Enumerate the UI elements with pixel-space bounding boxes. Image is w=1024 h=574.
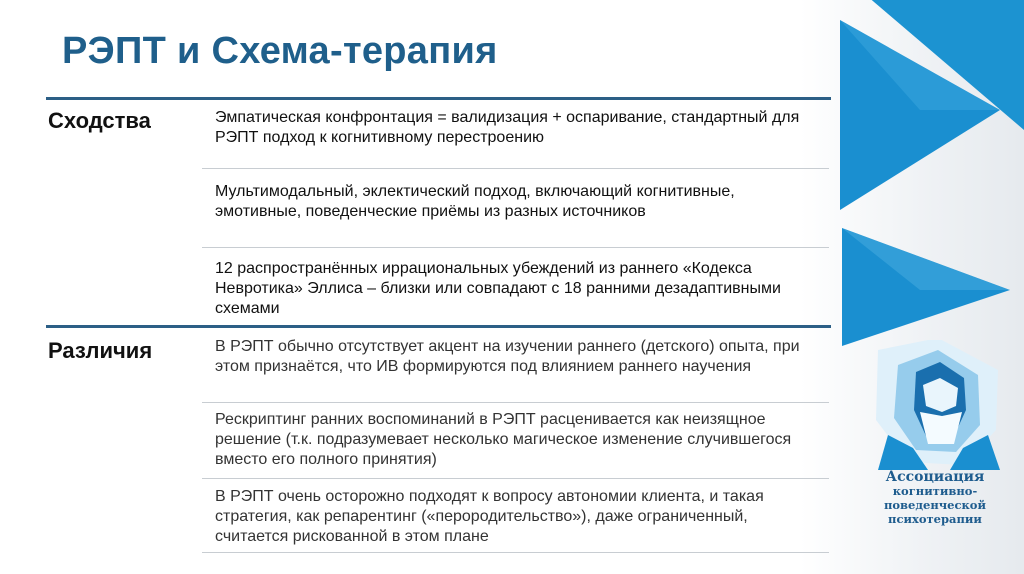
row-separator bbox=[202, 478, 829, 479]
header-rule bbox=[46, 97, 831, 100]
decor-triangle-middle bbox=[830, 228, 1024, 348]
section-label-differences: Различия bbox=[48, 338, 153, 363]
logo-line-3: психотерапии bbox=[888, 512, 982, 526]
difference-item: В РЭПТ очень осторожно подходят к вопросу автономии клиента, и такая стратегия, как репарентинг («перородительство»), даже ограниченный, считается рискованной в этом плане bbox=[215, 488, 764, 545]
section-rule bbox=[46, 325, 831, 328]
row-separator bbox=[202, 402, 829, 403]
similarity-item: Мультимодальный, эклектический подход, включающий когнитивные, эмотивные, поведенческие приёмы из разных источников bbox=[215, 183, 735, 220]
similarity-item: 12 распространённых иррациональных убеждений из раннего «Кодекса Невротика» Эллиса – близки или совпадают с 18 ранними дезадаптивными схемами bbox=[215, 260, 781, 317]
page-title: РЭПТ и Схема-терапия bbox=[62, 30, 498, 72]
decor-triangle-top bbox=[800, 0, 1024, 250]
association-logo-text bbox=[846, 470, 1024, 526]
section-label-similarities: Сходства bbox=[48, 108, 151, 133]
similarity-item: Эмпатическая конфронтация = валидизация + оспаривание, стандартный для РЭПТ подход к когнитивному перестроению bbox=[215, 109, 800, 146]
association-logo-portrait bbox=[868, 340, 1008, 470]
row-separator bbox=[202, 247, 829, 248]
difference-item: В РЭПТ обычно отсутствует акцент на изучении раннего (детского) опыта, при этом признаётся, что ИВ формируются под влиянием раннего научения bbox=[215, 338, 800, 375]
row-separator bbox=[202, 552, 829, 553]
logo-line-1: Ассоциация bbox=[885, 469, 985, 485]
logo-line-2: когнитивно-поведенческой bbox=[883, 484, 987, 512]
difference-item: Рескриптинг ранних воспоминаний в РЭПТ расценивается как неизящное решение (т.к. подразумевает несколько магическое изменение случившегося вместо его полного принятия) bbox=[215, 411, 792, 468]
row-separator bbox=[202, 168, 829, 169]
